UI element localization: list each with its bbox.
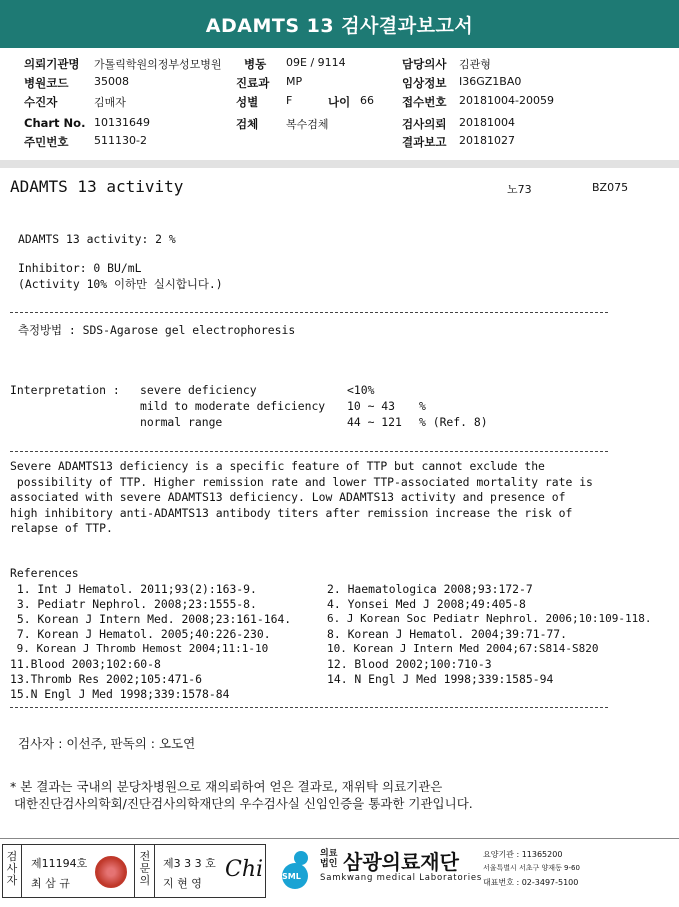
signature: Chi (225, 857, 264, 882)
receipt-no-value: 20181004-20059 (459, 94, 554, 107)
activity-result: ADAMTS 13 activity: 2 % (18, 232, 176, 246)
sex-value: F (286, 94, 293, 107)
specialist-vertical-label (138, 851, 152, 887)
ward-value: 09E / 9114 (286, 56, 346, 69)
signature-box (2, 844, 266, 898)
sex-label: 성별 (236, 95, 259, 109)
age-label: 나이 (328, 95, 351, 109)
hospital-code-label: 병원코드 (24, 76, 69, 90)
report-date-label: 결과보고 (402, 135, 447, 149)
reference-item: 6. J Korean Soc Pediatr Nephrol. 2006;10:109-118. (327, 612, 652, 625)
specimen-value: 복수검체 (286, 118, 329, 131)
org-address: 서울특별시 서초구 양재동 9-60 (483, 864, 580, 872)
comment-line-4: high inhibitory anti-ADAMTS13 antibody titers after remission increase the risk of (10, 506, 573, 520)
reference-item: 7. Korean J Hematol. 2005;40:226-230. (10, 627, 271, 641)
notice-line-1: * 본 결과는 국내의 분당차병원으로 재의뢰하여 얻은 결과로, 재위탁 의료기관은 (10, 779, 443, 794)
dashed-divider (10, 707, 608, 708)
resident-no-value: 511130-2 (94, 134, 147, 147)
request-date-value: 20181004 (459, 116, 515, 129)
org-name: 삼광의료재단 (343, 850, 459, 874)
examinee-label: 수진자 (24, 95, 58, 109)
interp-range-2: 10 ~ 43 (347, 399, 396, 413)
footer (0, 838, 679, 907)
org-prefix-1: 의료 (320, 849, 338, 859)
doctor-value: 김관형 (459, 58, 491, 71)
examiner-line: 검사자 : 이선주, 판독의 : 오도연 (18, 736, 196, 751)
sml-text: SML (282, 872, 301, 881)
org-prefix-2: 법인 (320, 859, 338, 869)
specimen-label: 검체 (236, 117, 259, 131)
report-date-value: 20181027 (459, 134, 515, 147)
references-heading: References (10, 566, 79, 580)
institution-value: 가톨릭학원의정부성모병원 (94, 58, 222, 71)
interp-name-1: severe deficiency (140, 383, 257, 397)
examiner-license: 제11194호 (31, 857, 88, 870)
report-title-banner (0, 0, 679, 48)
interp-note-3: % (Ref. 8) (419, 415, 488, 429)
department-label: 진료과 (236, 76, 270, 90)
comment-line-2: possibility of TTP. Higher remission rate and lower TTP-associated mortality rate is (10, 475, 593, 489)
vlabel-char: 검 (6, 850, 18, 863)
section-divider-bar (0, 160, 679, 168)
reference-item: 1. Int J Hematol. 2011;93(2):163-9. (10, 582, 257, 596)
receipt-no-label: 접수번호 (402, 95, 447, 109)
examinee-value: 김매자 (94, 96, 126, 109)
comment-line-1: Severe ADAMTS13 deficiency is a specific feature of TTP but cannot exclude the (10, 459, 545, 473)
reference-item: 3. Pediatr Nephrol. 2008;23:1555-8. (10, 597, 257, 611)
clinical-info-label: 임상정보 (402, 76, 447, 90)
inhibitor-note: (Activity 10% 이하만 실시합니다.) (18, 277, 223, 291)
reference-item: 9. Korean J Thromb Hemost 2004;11:1-10 (10, 642, 269, 655)
box-divider (154, 845, 155, 897)
reference-item: 15.N Engl J Med 1998;339:1578-84 (10, 687, 230, 701)
interp-range-3: 44 ~ 121 (347, 415, 402, 429)
reference-item: 4. Yonsei Med J 2008;49:405-8 (327, 597, 526, 611)
org-english-name: Samkwang medical Laboratories (320, 873, 483, 883)
hospital-code-value: 35008 (94, 75, 129, 88)
reference-item: 14. N Engl J Med 1998;339:1585-94 (327, 672, 554, 686)
patient-info-block (0, 50, 679, 160)
request-date-label: 검사의뢰 (402, 117, 447, 131)
reference-item: 12. Blood 2002;100:710-3 (327, 657, 492, 671)
vlabel-char: 문 (139, 862, 151, 875)
reference-item: 8. Korean J Hematol. 2004;39:71-77. (327, 627, 568, 641)
box-divider (21, 845, 22, 897)
facility-code: 요양기관 : 11365200 (483, 850, 563, 859)
method-line: 측정방법 : SDS-Agarose gel electrophoresis (18, 323, 296, 337)
interp-name-3: normal range (140, 415, 223, 429)
interp-note-2: % (419, 399, 426, 413)
examiner-vertical-label (5, 851, 19, 887)
reference-item: 11.Blood 2003;102:60-8 (10, 657, 161, 671)
vlabel-char: 사 (6, 862, 18, 875)
interp-name-2: mild to moderate deficiency (140, 399, 326, 413)
ward-label: 병동 (244, 57, 267, 71)
inhibitor-result: Inhibitor: 0 BU/mL (18, 261, 142, 275)
test-title: ADAMTS 13 activity (10, 177, 184, 196)
notice-line-2: 대한진단검사의학회/진단검사의학재단의 우수검사실 신임인증을 통과한 기관입니다. (10, 796, 473, 811)
examiner-name: 최 삼 규 (31, 877, 70, 890)
specialist-license: 제3 3 3 호 (163, 857, 216, 870)
dashed-divider (10, 312, 608, 313)
report-title: ADAMTS 13 검사결과보고서 (205, 14, 474, 37)
dashed-divider (10, 451, 608, 452)
reference-item: 2. Haematologica 2008;93:172-7 (327, 582, 533, 596)
doctor-label: 담당의사 (402, 57, 447, 71)
institution-label: 의뢰기관명 (24, 57, 80, 71)
comment-line-3: associated with severe ADAMTS13 deficiency. Low ADAMTS13 activity and presence of (10, 490, 566, 504)
test-code-1: 노73 (507, 183, 532, 196)
reference-item: 10. Korean J Intern Med 2004;67:S814-S820 (327, 642, 599, 655)
chart-no-label: Chart No. (24, 116, 86, 130)
vlabel-char: 자 (6, 874, 18, 887)
org-prefix (320, 849, 337, 869)
reference-item: 13.Thromb Res 2002;105:471-6 (10, 672, 203, 686)
clinical-info-value: I36GZ1BA0 (459, 75, 522, 88)
resident-no-label: 주민번호 (24, 135, 69, 149)
chart-no-value: 10131649 (94, 116, 150, 129)
age-value: 66 (360, 94, 374, 107)
seal-stamp-icon (95, 856, 127, 888)
department-value: MP (286, 75, 303, 88)
org-phone: 대표번호 : 02-3497-5100 (483, 878, 579, 887)
box-divider (134, 845, 135, 897)
test-code-2: BZ075 (592, 181, 629, 194)
reference-item: 5. Korean J Intern Med. 2008;23:161-164. (10, 612, 292, 626)
comment-line-5: relapse of TTP. (10, 521, 113, 535)
specialist-name: 지 현 영 (163, 877, 202, 890)
sml-logo-icon (274, 848, 316, 890)
interpretation-label: Interpretation : (10, 383, 120, 397)
interp-range-1: <10% (347, 383, 375, 397)
vlabel-char: 전 (139, 850, 151, 863)
vlabel-char: 의 (139, 874, 151, 887)
